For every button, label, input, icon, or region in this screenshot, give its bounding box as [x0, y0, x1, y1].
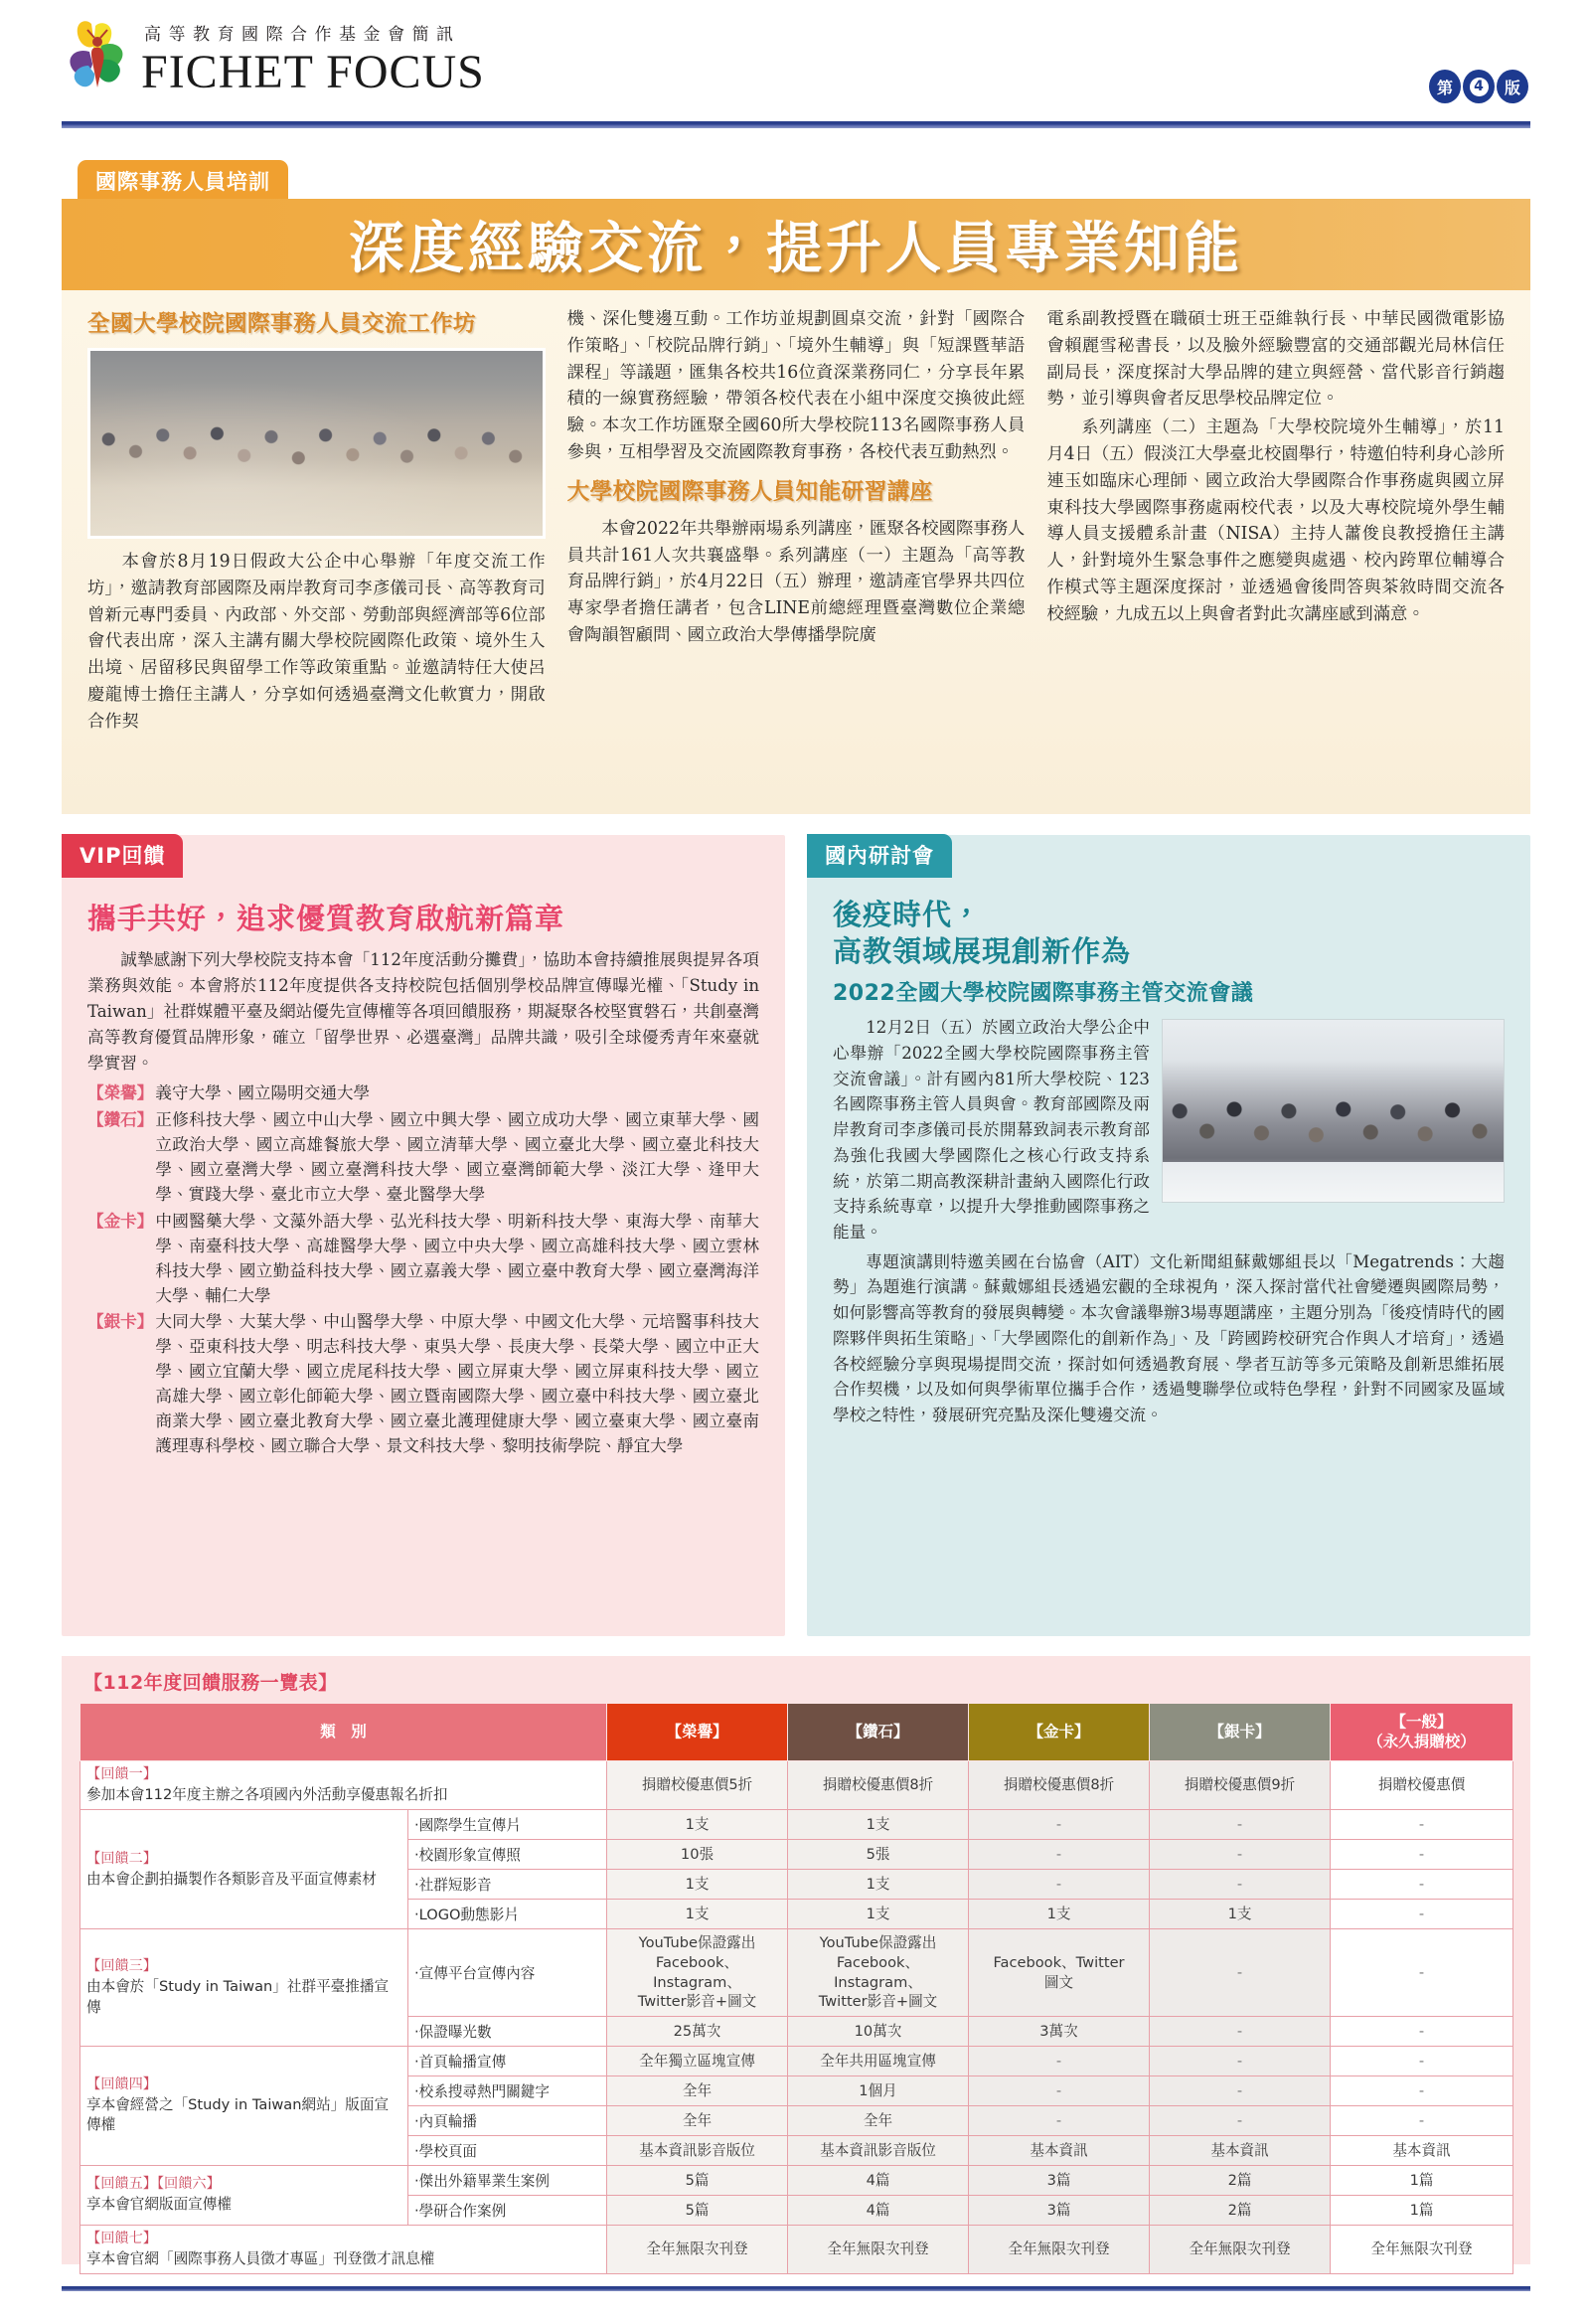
table-cell-value: - — [1331, 1900, 1513, 1929]
table-cell-category: 【回饋二】 由本會企劃拍攝製作各類影音及平面宣傳素材 — [80, 1810, 408, 1929]
table-cell-value: YouTube保證露出 Facebook、Instagram、 Twitter影音+圖文 — [607, 1929, 788, 2017]
table-cell-value: - — [1331, 2106, 1513, 2136]
table-cell-subitem: ‧宣傳平台宣傳內容 — [408, 1929, 607, 2017]
section-tab-seminar: 國內研討會 — [807, 834, 952, 878]
section-tab-vip: VIP回饋 — [62, 834, 183, 878]
col-header-diamond: 【鑽石】 — [788, 1704, 969, 1761]
seminar-paragraph-2: 專題演講則特邀美國在台協會（AIT）文化新聞組蘇戴娜組長以「Megatrends：大趨勢」為題進行演講。蘇戴娜組長透過宏觀的全球視角，深入探討當代社會變遷與國際局勢，如何影響高等教育的發展與轉變。本次會議舉辦3場專題講座，主題分別為「後疫情時代的國際夥伴與拓生策略」、「大學國際化的創新作為」、及「跨國跨校研究合作與人才培育」，透過各校經驗分享與現場提問交流，探討如何透過教育展、學者互訪等多元策略及創新思維拓展合作契機，以及如何與學術單位攜手合作，透過雙聯學位或特色學程，針對不同國家及區域學校之特性，發展研究亮點及深化雙邊交流。 — [833, 1251, 1505, 1424]
table-cell-value: 2篇 — [1150, 2166, 1331, 2196]
article-col2-body — [567, 306, 1026, 466]
article-column-3 — [1046, 306, 1505, 804]
feedback-number-label: 【回饋一】 — [86, 1766, 157, 1782]
table-cell-subitem: ‧保證曝光數 — [408, 2017, 607, 2047]
table-cell-value: 全年 — [607, 2076, 788, 2106]
seminar-panel-title — [833, 897, 1505, 970]
table-cell-value: 1支 — [607, 1900, 788, 1929]
col-header-honor: 【榮譽】 — [607, 1704, 788, 1761]
seminar-paragraph-1: 12月2日（五）於國立政治大學公企中心舉辦「2022全國大學校院國際事務主管交流會議」。計有國內81所大學校院、123名國際事務主管人員與會。教育部國際及兩岸教育司李彥儀司長於開幕致詞表示教育部為強化我國大學國際化之核心行政支持系統，於第二期高教深耕計畫納入國際化行政支持系統專章，以提升大學推動國際事務之能量。 — [833, 1018, 1150, 1242]
table-cell-value: 2篇 — [1150, 2196, 1331, 2226]
table-cell-subitem: ‧學校頁面 — [408, 2136, 607, 2166]
table-cell-value: 捐贈校優惠價5折 — [607, 1761, 788, 1810]
table-cell-value: 1篇 — [1331, 2166, 1513, 2196]
table-cell-value: 1支 — [788, 1900, 969, 1929]
article-col2-body-2 — [567, 516, 1026, 649]
col-header-gold: 【金卡】 — [969, 1704, 1150, 1761]
table-cell-value: 3篇 — [969, 2196, 1150, 2226]
page-number-badge — [1429, 70, 1528, 103]
table-cell-value: 捐贈校優惠價9折 — [1150, 1761, 1331, 1810]
donor-tier-label: 【鑽石】 — [87, 1110, 154, 1130]
table-cell-subitem: ‧首頁輪播宣傳 — [408, 2047, 607, 2076]
table-cell-value: 3篇 — [969, 2166, 1150, 2196]
page-badge-suffix: 版 — [1497, 70, 1528, 103]
table-cell-value: 全年共用區塊宣傳 — [788, 2047, 969, 2076]
table-cell-subitem: ‧LOGO動態影片 — [408, 1900, 607, 1929]
table-cell-subitem: ‧校系搜尋熱門關鍵字 — [408, 2076, 607, 2106]
table-cell-value: - — [1331, 1929, 1513, 2017]
article-column-2 — [567, 306, 1026, 804]
table-cell-value: 4篇 — [788, 2166, 969, 2196]
donor-list — [87, 1081, 759, 1458]
page-badge-number-text: 4 — [1470, 78, 1489, 96]
masthead-divider — [62, 121, 1530, 128]
donor-tier-label: 【金卡】 — [87, 1211, 154, 1231]
table-cell-subitem: ‧內頁輪播 — [408, 2106, 607, 2136]
service-table-title: 【112年度回饋服務一覽表】 — [83, 1672, 338, 1694]
table-cell-category: 【回饋四】 享本會經營之「Study in Taiwan網站」版面宣傳權 — [80, 2047, 408, 2166]
table-cell-value: 1支 — [607, 1810, 788, 1840]
vip-panel-body — [62, 835, 785, 1473]
table-row — [80, 1929, 1513, 2017]
table-cell-value: - — [1331, 1870, 1513, 1900]
table-row — [80, 2166, 1513, 2196]
seminar-panel-body — [807, 835, 1530, 1444]
table-header-row — [80, 1704, 1513, 1761]
donor-row — [87, 1310, 759, 1458]
feedback-number-label: 【回饋三】 — [86, 1958, 157, 1975]
col-header-general-line1: 【一般】 — [1390, 1713, 1453, 1732]
table-cell-subitem: ‧校園形象宣傳照 — [408, 1840, 607, 1870]
butterfly-logo-icon — [62, 18, 133, 95]
service-table-section — [62, 1656, 1530, 2267]
table-cell-value: 5篇 — [607, 2166, 788, 2196]
table-cell-value: - — [1331, 1840, 1513, 1870]
donor-row — [87, 1081, 759, 1106]
table-cell-value: YouTube保證露出 Facebook、Instagram、 Twitter影音+圖文 — [788, 1929, 969, 2017]
table-cell-value: 1篇 — [1331, 2196, 1513, 2226]
table-cell-value: - — [1331, 1810, 1513, 1840]
table-cell-value: 基本資訊影音版位 — [607, 2136, 788, 2166]
table-cell-value: 5張 — [788, 1840, 969, 1870]
table-cell-value: 全年 — [607, 2106, 788, 2136]
donor-names: 正修科技大學、國立中山大學、國立中興大學、國立成功大學、國立東華大學、國立政治大學、國立高雄餐旅大學、國立清華大學、國立臺北大學、國立臺北科技大學、國立臺灣大學、國立臺灣科技大學、國立臺灣師範大學、淡江大學、逢甲大學、實踐大學、臺北市立大學、臺北醫學大學 — [155, 1110, 759, 1204]
table-cell-value: 全年無限次刊登 — [607, 2226, 788, 2274]
feedback-number-label: 【回饋四】 — [86, 2076, 157, 2093]
table-cell-value: 1支 — [607, 1870, 788, 1900]
article-col1-paragraph: 本會於8月19日假政大公企中心舉辦「年度交流工作坊」，邀請教育部國際及兩岸教育司李彥儀司長、高等教育司曾新元專門委員、內政部、外交部、勞動部與經濟部等6位部會代表出席，深入主講有關大學校院國際化政策、境外生入出境、居留移民與留學工作等政策重點。並邀請特任大使呂慶龍博士擔任主講人，分享如何透過臺灣文化軟實力，開啟合作契 — [87, 552, 546, 732]
col-header-general-line2: （永久捐贈校） — [1367, 1732, 1476, 1750]
table-cell-value: Facebook、Twitter 圖文 — [969, 1929, 1150, 2017]
domestic-seminar-panel — [807, 835, 1530, 1636]
table-row — [80, 2047, 1513, 2076]
table-cell-value: - — [969, 2047, 1150, 2076]
masthead — [0, 0, 1590, 159]
seminar-title-line-2: 高教領域展現創新作為 — [833, 934, 1132, 969]
workshop-group-photo — [87, 348, 546, 539]
donor-row — [87, 1210, 759, 1309]
table-cell-value: 1個月 — [788, 2076, 969, 2106]
table-cell-value: 全年無限次刊登 — [1331, 2226, 1513, 2274]
donor-tier-label: 【銀卡】 — [87, 1312, 154, 1332]
table-cell-value: 全年 — [788, 2106, 969, 2136]
donor-row — [87, 1108, 759, 1208]
vip-feedback-panel — [62, 835, 785, 1636]
table-cell-value: - — [1150, 1840, 1331, 1870]
seminar-group-photo — [1162, 1019, 1505, 1203]
top-article — [62, 290, 1530, 814]
table-cell-category: 【回饋五】【回饋六】 享本會官網版面宣傳權 — [80, 2166, 408, 2226]
table-cell-value: 全年無限次刊登 — [969, 2226, 1150, 2274]
headline-title: 深度經驗交流，提升人員專業知能 — [349, 217, 1243, 281]
table-cell-value: 基本資訊 — [969, 2136, 1150, 2166]
table-cell-value: - — [1331, 2047, 1513, 2076]
table-cell-value: 全年獨立區塊宣傳 — [607, 2047, 788, 2076]
table-cell-value: - — [1150, 1929, 1331, 2017]
table-row — [80, 2226, 1513, 2274]
service-table-body — [80, 1761, 1513, 2274]
table-cell-value: 10張 — [607, 1840, 788, 1870]
table-cell-value: 全年無限次刊登 — [788, 2226, 969, 2274]
logo-wrap — [62, 18, 485, 99]
table-cell-subitem: ‧社群短影音 — [408, 1870, 607, 1900]
table-cell-category: 【回饋一】 參加本會112年度主辦之各項國內外活動享優惠報名折扣 — [80, 1761, 607, 1810]
seminar-title-line-1: 後疫時代， — [833, 898, 983, 931]
table-cell-value: 10萬次 — [788, 2017, 969, 2047]
table-cell-value: 基本資訊 — [1331, 2136, 1513, 2166]
table-cell-value: - — [969, 1870, 1150, 1900]
table-cell-value: - — [1150, 2106, 1331, 2136]
article-col2-paragraph-1: 機、深化雙邊互動。工作坊並規劃圓桌交流，針對「國際合作策略」、「校院品牌行銷」、「境外生輔導」與「短課暨華語課程」等議題，匯集各校共16位資深業務同仁，分享長年累積的一線實務經驗，帶領各校代表在小組中深度交換彼此經驗。本次工作坊匯聚全國60所大學校院113名國際事務人員參與，互相學習及交流國際教育事務，各校代表互動熱烈。 — [566, 309, 1026, 462]
table-cell-value: - — [969, 1810, 1150, 1840]
article-col1-body — [87, 549, 546, 736]
brand-english-name: FICHET FOCUS — [141, 46, 485, 99]
feedback-number-label: 【回饋二】 — [86, 1850, 157, 1867]
article-columns — [87, 306, 1505, 804]
table-cell-value: 3萬次 — [969, 2017, 1150, 2047]
table-cell-value: 捐贈校優惠價 — [1331, 1761, 1513, 1810]
col-header-general — [1331, 1704, 1513, 1761]
table-cell-value: 捐贈校優惠價8折 — [969, 1761, 1150, 1810]
table-cell-value: - — [1150, 2076, 1331, 2106]
table-cell-category: 【回饋三】 由本會於「Study in Taiwan」社群平臺推播宣傳 — [80, 1929, 408, 2047]
feedback-number-label: 【回饋五】【回饋六】 — [86, 2176, 221, 2193]
table-cell-value: 5篇 — [607, 2196, 788, 2226]
article-col3-paragraph-2: 系列講座（二）主題為「大學校院境外生輔導」，於11月4日（五）假淡江大學臺北校園舉行，特邀伯特利身心診所連玉如臨床心理師、國立政治大學國際合作事務處與國立屏東科技大學國際事務處兩校代表，以及大專校院境外學生輔導人員支援體系計畫（NISA）主持人蕭俊良教授擔任主講人，針對境外生緊急事件之應變與處遇、校內跨單位輔導合作模式等主題深度探討，並透過會後問答與茶敘時間交流各校經驗，九成五以上與會者對此次講座感到滿意。 — [1046, 417, 1506, 624]
table-cell-value: - — [969, 2076, 1150, 2106]
article-subheading-seminar: 大學校院國際事務人員知能研習講座 — [566, 478, 933, 505]
table-cell-subitem: ‧學研合作案例 — [408, 2196, 607, 2226]
donor-names: 義守大學、國立陽明交通大學 — [155, 1083, 371, 1103]
seminar-content-flow — [833, 1015, 1505, 1428]
table-cell-value: - — [1150, 1810, 1331, 1840]
footer-divider — [62, 2286, 1530, 2291]
table-cell-value: 基本資訊 — [1150, 2136, 1331, 2166]
table-cell-value: 基本資訊影音版位 — [788, 2136, 969, 2166]
feedback-number-label: 【回饋七】 — [86, 2231, 157, 2247]
table-cell-value: 全年無限次刊登 — [1150, 2226, 1331, 2274]
table-cell-value: 1支 — [788, 1810, 969, 1840]
table-cell-category: 【回饋七】 享本會官網「國際事務人員徵才專區」刊登徵才訊息權 — [80, 2226, 607, 2274]
brand-chinese-name: 高等教育國際合作基金會簡訊 — [144, 25, 461, 46]
table-cell-subitem: ‧傑出外籍畢業生案例 — [408, 2166, 607, 2196]
donor-names: 大同大學、大葉大學、中山醫學大學、中原大學、中國文化大學、元培醫事科技大學、亞東科技大學、明志科技大學、東吳大學、長庚大學、長榮大學、國立中正大學、國立宜蘭大學、國立虎尾科技大學、國立屏東大學、國立屏東科技大學、國立高雄大學、國立彰化師範大學、國立暨南國際大學、國立臺中科技大學、國立臺北商業大學、國立臺北教育大學、國立臺北護理健康大學、國立臺東大學、國立臺南護理專科學校、國立聯合大學、景文科技大學、黎明技術學院、靜宜大學 — [155, 1312, 759, 1455]
table-cell-value: - — [1331, 2017, 1513, 2047]
table-cell-value: 1支 — [1150, 1900, 1331, 1929]
table-cell-value: - — [969, 2106, 1150, 2136]
table-row — [80, 1761, 1513, 1810]
table-cell-value: - — [1150, 1870, 1331, 1900]
donor-tier-label: 【榮譽】 — [87, 1083, 154, 1103]
table-cell-value: - — [1150, 2047, 1331, 2076]
table-cell-value: - — [969, 1840, 1150, 1870]
table-row — [80, 1810, 1513, 1840]
vip-panel-title: 攜手共好，追求優質教育啟航新篇章 — [87, 902, 565, 935]
table-cell-value: - — [1331, 2076, 1513, 2106]
brand-text — [141, 25, 485, 99]
article-col3-body — [1046, 306, 1505, 628]
service-table-head — [80, 1704, 1513, 1761]
service-table — [80, 1703, 1513, 2274]
vip-panel-paragraph: 誠摯感謝下列大學校院支持本會「112年度活動分攤費」，協助本會持續推展與提昇各項業務與效能。本會將於112年度提供各支持校院包括個別學校品牌宣傳曝光權、「Study in Taiwan」社群媒體平臺及網站優先宣傳權等各項回饋服務，期凝聚各校堅實磐石，共創臺灣高等教育優質品牌形象，確立「留學世界、必選臺灣」品牌共識，吸引全球優秀青年來臺就學實習。 — [87, 950, 759, 1073]
table-cell-value: 1支 — [969, 1900, 1150, 1929]
table-cell-value: - — [1150, 2017, 1331, 2047]
section-tab-training: 國際事務人員培訓 — [78, 160, 288, 204]
col-header-category: 類 別 — [80, 1704, 607, 1761]
table-cell-value: 捐贈校優惠價8折 — [788, 1761, 969, 1810]
seminar-panel-subtitle: 2022全國大學校院國際事務主管交流會議 — [833, 981, 1254, 1007]
page-badge-number — [1463, 70, 1495, 103]
table-cell-value: 25萬次 — [607, 2017, 788, 2047]
table-cell-value: 4篇 — [788, 2196, 969, 2226]
col-header-silver: 【銀卡】 — [1150, 1704, 1331, 1761]
article-col2-paragraph-2: 本會2022年共舉辦兩場系列講座，匯聚各校國際事務人員共計161人次共襄盛舉。系列講座（一）主題為「高等教育品牌行銷」，於4月22日（五）辦理，邀請產官學界共四位專家學者擔任講者，包含LINE前總經理暨臺灣數位企業總會陶韻智顧問、國立政治大學傳播學院廣 — [566, 518, 1026, 645]
article-column-1 — [87, 306, 546, 804]
headline-banner — [62, 199, 1530, 290]
table-cell-value: 1支 — [788, 1870, 969, 1900]
article-subheading-workshop: 全國大學校院國際事務人員交流工作坊 — [87, 311, 477, 337]
donor-names: 中國醫藥大學、文藻外語大學、弘光科技大學、明新科技大學、東海大學、南華大學、南臺科技大學、高雄醫學大學、國立中央大學、國立高雄科技大學、國立雲林科技大學、國立勤益科技大學、國立嘉義大學、國立臺中教育大學、國立臺灣海洋大學、輔仁大學 — [155, 1211, 759, 1305]
table-cell-subitem: ‧國際學生宣傳片 — [408, 1810, 607, 1840]
article-col3-paragraph-1: 電系副教授暨在職碩士班王亞維執行長、中華民國微電影協會賴麗雪秘書長，以及臉外經驗豐富的交通部觀光局林信任副局長，深度探討大學品牌的建立與經營、當代影音行銷趨勢，並引導與會者反思學校品牌定位。 — [1046, 309, 1506, 410]
page-badge-prefix: 第 — [1429, 70, 1461, 103]
